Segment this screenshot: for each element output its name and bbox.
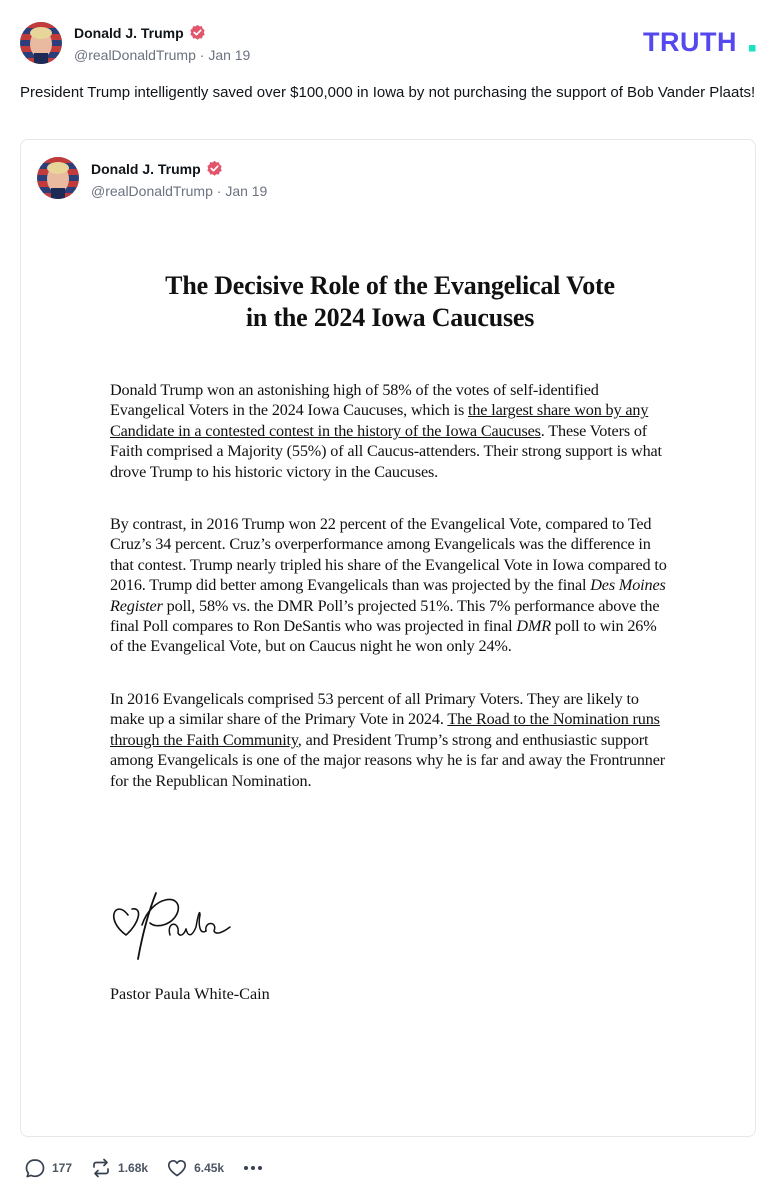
reply-button[interactable] bbox=[24, 1157, 72, 1179]
retruth-button[interactable] bbox=[90, 1157, 148, 1179]
quoted-document-image[interactable] bbox=[110, 270, 670, 791]
document-text-run: . These Voters of Faith comprised a Majority (55%) of all Caucus-attenders. Their strong support is what drove Trump to his historic victory in the Caucuses. bbox=[110, 421, 662, 481]
handle-separator: · bbox=[199, 47, 205, 63]
quoted-handle-separator: · bbox=[216, 183, 222, 199]
reply-count: 177 bbox=[52, 1161, 73, 1175]
document-text-run: poll, 58% vs. the DMR Poll’s projected 51%. This 7% performance above the final Poll compares to Ron DeSantis who was projected in final bbox=[110, 596, 660, 636]
handwritten-signature bbox=[108, 885, 238, 965]
document-title-line-1: The Decisive Role of the Evangelical Vote bbox=[165, 271, 615, 300]
quoted-author-name-text: Donald J. Trump bbox=[91, 160, 201, 177]
document-paragraph-2 bbox=[110, 514, 670, 657]
document-paragraph-3 bbox=[110, 689, 670, 791]
document-text-run: Donald Trump won an astonishing high of 58% of the votes of self-identified Evangelical Voters in the 2024 Iowa Caucuses, which is bbox=[110, 381, 599, 420]
quoted-handle-line bbox=[91, 183, 267, 199]
author-handle-line bbox=[74, 47, 250, 63]
logo-text: TRUTH bbox=[643, 28, 737, 56]
document-text-run: The Road to the Nomination runs through the Faith Community bbox=[110, 710, 660, 749]
quoted-post-date[interactable]: Jan 19 bbox=[225, 183, 268, 199]
quoted-author-name[interactable] bbox=[91, 160, 223, 177]
document-paragraph-1 bbox=[110, 380, 670, 482]
document-title-line-2: in the 2024 Iowa Caucuses bbox=[245, 303, 535, 332]
more-dots-icon bbox=[242, 1157, 264, 1179]
post-body-text: President Trump intelligently saved over $100,000 in Iowa by not purchasing the support of Bob Vander Plaats! bbox=[20, 84, 756, 101]
document-text-run: In 2016 Evangelicals comprised 53 percent of all Primary Voters. They are likely to make up a similar share of the Primary Vote in 2024. bbox=[110, 689, 639, 729]
like-count: 6.45k bbox=[194, 1161, 225, 1175]
quoted-author-handle[interactable]: @realDonaldTrump bbox=[91, 183, 213, 199]
document-title bbox=[110, 270, 670, 334]
avatar-image bbox=[20, 22, 62, 64]
like-button[interactable] bbox=[166, 1157, 224, 1179]
heart-icon bbox=[166, 1157, 188, 1179]
document-signer: Pastor Paula White-Cain bbox=[110, 985, 270, 1003]
quoted-author-avatar[interactable] bbox=[37, 157, 79, 199]
reply-bubble-icon bbox=[24, 1157, 46, 1179]
document-text-run: , and President Trump’s strong and enthusiastic support among Evangelicals is one of the major reasons why he is far and away the Frontrunner for the Republican Nomination. bbox=[110, 730, 665, 790]
post-date[interactable]: Jan 19 bbox=[208, 47, 251, 63]
retruth-arrows-icon bbox=[90, 1157, 112, 1179]
verified-badge-icon bbox=[189, 24, 206, 41]
document-text-run: DMR bbox=[516, 617, 552, 636]
more-options-button[interactable] bbox=[242, 1157, 264, 1179]
retruth-count: 1.68k bbox=[118, 1161, 149, 1175]
document-text-run: Des Moines Register bbox=[110, 576, 666, 615]
post-action-bar bbox=[24, 1155, 264, 1181]
quoted-verified-badge-icon bbox=[206, 160, 223, 177]
document-text-run: the largest share won by any Candidate in a contested contest in the history of the Iowa Caucuses bbox=[110, 401, 649, 440]
author-avatar[interactable] bbox=[20, 22, 62, 64]
author-handle[interactable]: @realDonaldTrump bbox=[74, 47, 196, 63]
document-text-run: poll to win 26% of the Evangelical Vote, but on Caucus night he won only 24%. bbox=[110, 617, 657, 656]
document-text-run: By contrast, in 2016 Trump won 22 percent of the Evangelical Vote, compared to Ted Cruz’s 34 percent. Cruz’s overperformance among Evangelicals was the difference in that contest. Trump nearly tripled his share of the Evangelical Vote in Iowa compared to 2016. Trump did better among Evangelicals than was projected by the final bbox=[110, 515, 667, 595]
truth-social-logo[interactable] bbox=[643, 28, 759, 56]
logo-dot bbox=[749, 45, 756, 52]
author-name[interactable] bbox=[74, 24, 206, 41]
quoted-avatar-image bbox=[37, 157, 79, 199]
author-name-text: Donald J. Trump bbox=[74, 24, 184, 41]
